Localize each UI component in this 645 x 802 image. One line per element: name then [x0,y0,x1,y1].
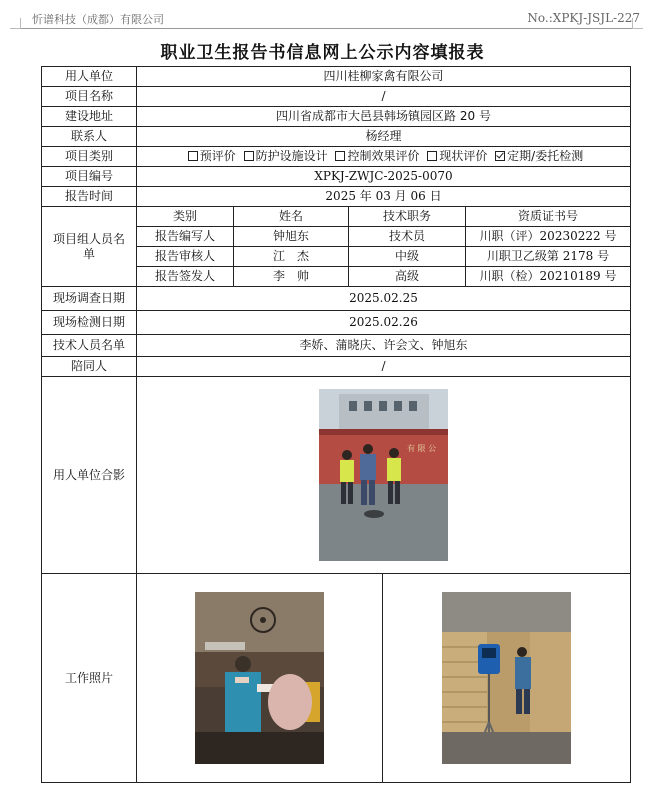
member-title: 中级 [349,247,466,267]
value-address: 四川省成都市大邑县韩场镇园区路 20 号 [137,107,631,127]
company-name: 忻谱科技（成都）有限公司 [32,13,164,26]
label-category: 项目类别 [42,147,137,167]
label-group-photo: 用人单位合影 [42,377,137,574]
checkbox-pre-evaluation[interactable] [188,151,198,161]
checkbox-status-evaluation[interactable] [427,151,437,161]
info-form-table [41,66,631,783]
page-header [20,8,640,29]
row-escort [42,357,631,377]
label-members: 项目组人员名单 [42,207,137,287]
label-report-time: 报告时间 [42,187,137,207]
label-test-date: 现场检测日期 [42,311,137,335]
label-project-name: 项目名称 [42,87,137,107]
value-contact: 杨经理 [137,127,631,147]
row-work-photos [42,574,631,783]
row-survey-date [42,287,631,311]
option-status-evaluation: 现状评价 [439,149,488,163]
option-protection-design: 防护设施设计 [255,149,328,163]
member-name: 李 帅 [234,267,349,287]
row-contact [42,127,631,147]
row-tech-staff [42,335,631,357]
label-project-no: 项目编号 [42,167,137,187]
member-role: 报告编写人 [137,227,234,247]
value-survey-date: 2025.02.25 [137,287,631,311]
row-address [42,107,631,127]
corner-mark-left [10,18,21,29]
members-header-cert: 资质证书号 [466,207,631,227]
label-escort: 陪同人 [42,357,137,377]
members-header-row [42,207,631,227]
label-contact: 联系人 [42,127,137,147]
option-pre-evaluation: 预评价 [199,149,236,163]
category-options [137,147,631,167]
member-cert: 川职（检）20210189 号 [466,267,631,287]
checkbox-periodic-testing[interactable] [495,151,505,161]
value-project-name: / [137,87,631,107]
checkbox-protection-design[interactable] [244,151,254,161]
corner-mark-right [632,18,643,29]
label-tech-staff: 技术人员名单 [42,335,137,357]
member-title: 技术员 [349,227,466,247]
member-name: 江 杰 [234,247,349,267]
members-header-name: 姓名 [234,207,349,227]
row-test-date [42,311,631,335]
label-survey-date: 现场调查日期 [42,287,137,311]
row-project-no [42,167,631,187]
member-title: 高级 [349,267,466,287]
option-periodic-testing: 定期/委托检测 [507,149,584,163]
work-photo-2 [442,592,571,764]
document-number: No.:XPKJ-JSJL-227 [527,11,640,25]
member-name: 钟旭东 [234,227,349,247]
value-test-date: 2025.02.26 [137,311,631,335]
label-address: 建设地址 [42,107,137,127]
work-photo-cell-2 [383,574,631,783]
label-employer: 用人单位 [42,67,137,87]
member-role: 报告签发人 [137,267,234,287]
label-work-photos: 工作照片 [42,574,137,783]
group-photo [319,389,448,561]
members-header-title: 技术职务 [349,207,466,227]
row-employer [42,67,631,87]
row-group-photo [42,377,631,574]
member-role: 报告审核人 [137,247,234,267]
work-photo-cell-1 [137,574,383,783]
value-tech-staff: 李娇、蒲晓庆、许会文、钟旭东 [137,335,631,357]
value-report-time: 2025 年 03 月 06 日 [137,187,631,207]
members-header-role: 类别 [137,207,234,227]
value-project-no: XPKJ-ZWJC-2025-0070 [137,167,631,187]
row-project-name [42,87,631,107]
value-employer: 四川桂柳家禽有限公司 [137,67,631,87]
group-photo-cell [137,377,631,574]
checkbox-control-evaluation[interactable] [335,151,345,161]
work-photo-1 [195,592,324,764]
row-category [42,147,631,167]
svg-text:有 限 公: 有 限 公 [407,444,437,453]
row-report-time [42,187,631,207]
value-escort: / [137,357,631,377]
option-control-evaluation: 控制效果评价 [347,149,420,163]
page-title: 职业卫生报告书信息网上公示内容填报表 [160,43,485,63]
member-cert: 川职（评）20230222 号 [466,227,631,247]
member-cert: 川职卫乙级第 2178 号 [466,247,631,267]
